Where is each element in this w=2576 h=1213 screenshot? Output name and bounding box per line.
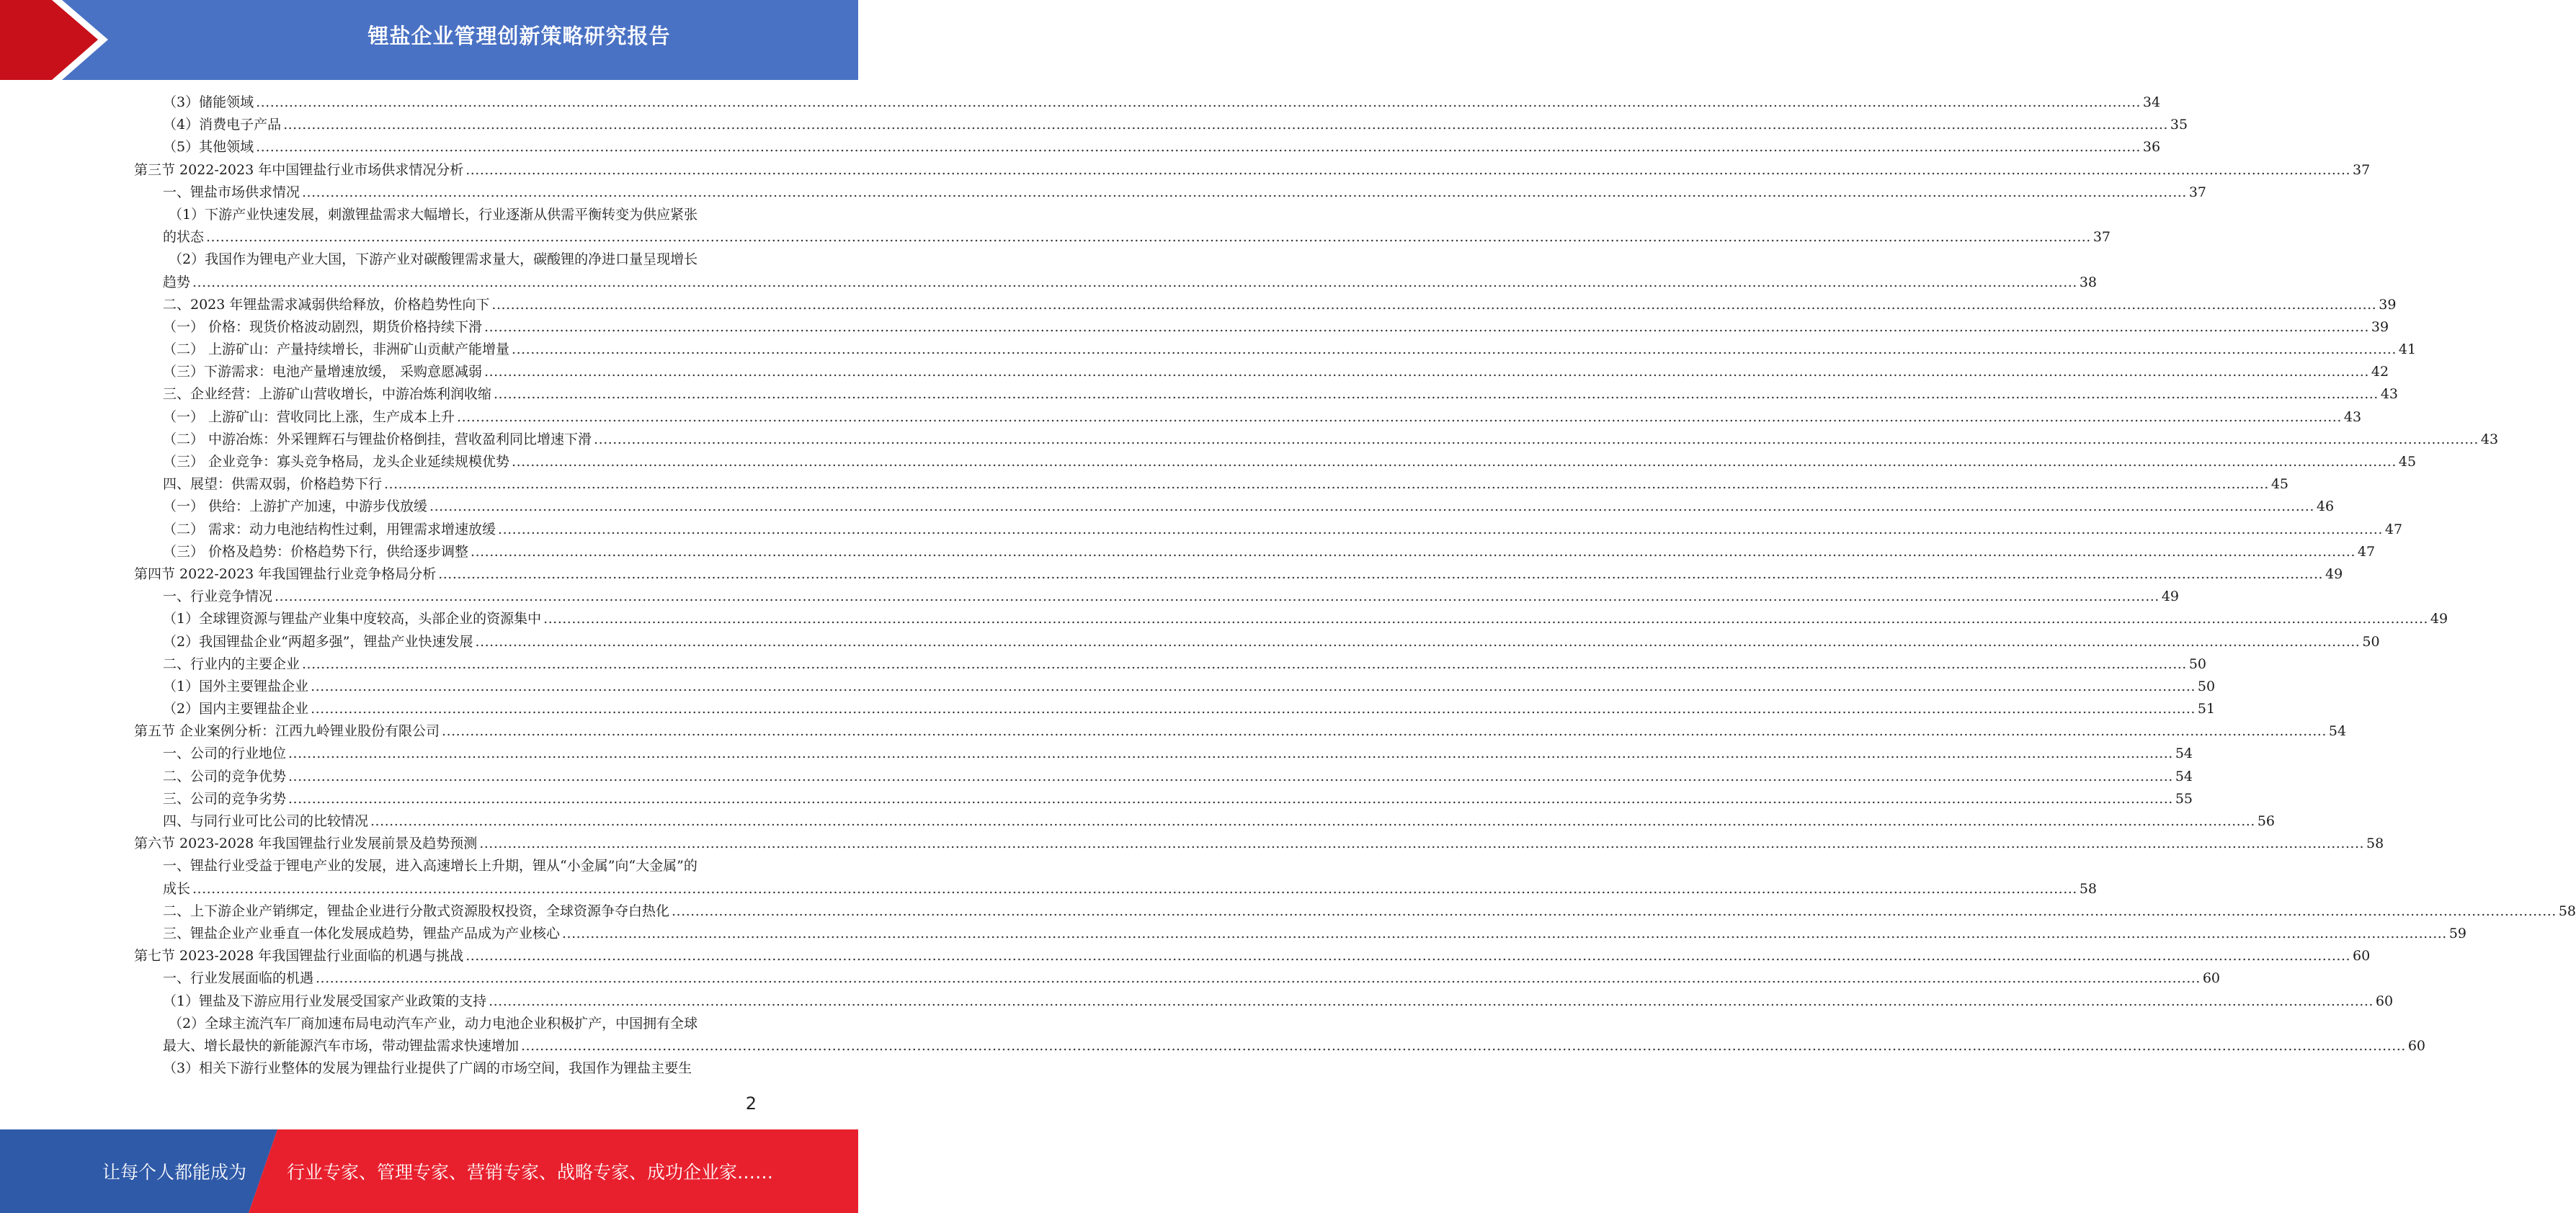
toc-entry[interactable] bbox=[134, 182, 2207, 204]
toc-page-number: 60 bbox=[2407, 1037, 2426, 1054]
toc-entry[interactable] bbox=[134, 766, 2193, 788]
toc-page-number: 47 bbox=[2357, 543, 2376, 560]
toc-entry[interactable] bbox=[134, 810, 2276, 833]
toc-entry-title: 一、锂盐行业受益于锂电产业的发展，进入高速增长上升期，锂从“小金属”向“大金属”的 bbox=[163, 858, 698, 874]
toc-leader-dots: ................................................................................................................................................................................................................................................................................................................................................................................................................ bbox=[192, 274, 2077, 290]
toc-page-number: 35 bbox=[2170, 117, 2188, 133]
toc-leader-dots: ................................................................................................................................................................................................................................................................................................................................................................................................................ bbox=[489, 993, 2374, 1009]
toc-entry-title: 二、行业内的主要企业 bbox=[163, 655, 300, 672]
toc-page-number: 39 bbox=[2371, 318, 2389, 335]
toc-entry-title: 四、与同行业可比公司的比较情况 bbox=[163, 813, 369, 830]
toc-page-number: 60 bbox=[2375, 993, 2394, 1009]
toc-entry[interactable] bbox=[134, 1013, 2426, 1057]
toc-page-number: 51 bbox=[2197, 701, 2216, 717]
toc-entry-title: （1）下游产业快速发展，刺激锂盐需求大幅增长，行业逐渐从供需平衡转变为供应紧张 bbox=[169, 206, 698, 223]
toc-entry-title: 一、行业竞争情况 bbox=[163, 588, 273, 605]
toc-entry[interactable] bbox=[134, 473, 2289, 496]
toc-leader-dots: ................................................................................................................................................................................................................................................................................................................................................................................................................ bbox=[316, 970, 2201, 987]
table-of-contents bbox=[134, 91, 2576, 1080]
toc-leader-dots: ................................................................................................................................................................................................................................................................................................................................................................................................................ bbox=[484, 318, 2369, 335]
toc-entry[interactable] bbox=[134, 923, 2467, 945]
toc-leader-dots: ................................................................................................................................................................................................................................................................................................................................................................................................................ bbox=[442, 723, 2327, 740]
toc-entry-title: 三、锂盐企业产业垂直一体化发展成趋势，锂盐产品成为产业核心 bbox=[163, 925, 561, 941]
toc-page-number: 37 bbox=[2353, 161, 2371, 178]
toc-entry-title-continued: 最大、增长最快的新能源汽车市场，带动锂盐需求快速增加 bbox=[163, 1037, 520, 1054]
toc-leader-dots: ................................................................................................................................................................................................................................................................................................................................................................................................................ bbox=[465, 948, 2351, 964]
toc-leader-dots: ................................................................................................................................................................................................................................................................................................................................................................................................................ bbox=[311, 701, 2196, 717]
toc-entry[interactable] bbox=[134, 136, 2161, 158]
page-number: 2 bbox=[745, 1093, 757, 1114]
toc-entry-title: 二、上下游企业产销绑定，锂盐企业进行分散式资源股权投资，全球资源争夺白热化 bbox=[163, 903, 670, 919]
toc-page-number: 55 bbox=[2175, 790, 2193, 807]
page-header bbox=[0, 0, 858, 80]
toc-entry[interactable] bbox=[134, 990, 2394, 1013]
toc-entry[interactable] bbox=[134, 361, 2389, 383]
page-footer bbox=[0, 1129, 858, 1213]
toc-entry-title: 二、2023 年锂盐需求减弱供给释放，价格趋势性向下 bbox=[163, 296, 490, 313]
toc-leader-dots: ................................................................................................................................................................................................................................................................................................................................................................................................................ bbox=[479, 836, 2365, 852]
toc-entry[interactable] bbox=[134, 339, 2417, 361]
toc-entry[interactable] bbox=[134, 608, 2448, 630]
toc-entry[interactable] bbox=[134, 833, 2384, 855]
toc-entry-title: （5）其他领域 bbox=[163, 139, 254, 156]
toc-page-number: 42 bbox=[2371, 364, 2389, 380]
toc-leader-dots: ................................................................................................................................................................................................................................................................................................................................................................................................................ bbox=[288, 746, 2173, 762]
toc-leader-dots: ................................................................................................................................................................................................................................................................................................................................................................................................................ bbox=[275, 588, 2160, 605]
toc-leader-dots: ................................................................................................................................................................................................................................................................................................................................................................................................................ bbox=[384, 476, 2269, 493]
toc-leader-dots: ................................................................................................................................................................................................................................................................................................................................................................................................................ bbox=[672, 903, 2557, 919]
toc-entry[interactable] bbox=[134, 676, 2216, 698]
toc-entry[interactable] bbox=[134, 496, 2335, 518]
toc-entry-title: （4）消费电子产品 bbox=[163, 117, 282, 133]
toc-entry-title: （1）锂盐及下游应用行业发展受国家产业政策的支持 bbox=[163, 993, 487, 1009]
toc-entry-title: （三） 价格及趋势：价格趋势下行，供给逐步调整 bbox=[163, 543, 469, 560]
toc-leader-dots: ................................................................................................................................................................................................................................................................................................................................................................................................................ bbox=[429, 498, 2314, 515]
toc-leader-dots: ................................................................................................................................................................................................................................................................................................................................................................................................................ bbox=[457, 408, 2342, 425]
toc-entry[interactable] bbox=[134, 1057, 755, 1080]
toc-entry[interactable] bbox=[134, 114, 2188, 136]
toc-leader-dots: ................................................................................................................................................................................................................................................................................................................................................................................................................ bbox=[491, 296, 2377, 313]
toc-entry-title: （二） 需求：动力电池结构性过剩，用锂需求增速放缓 bbox=[163, 521, 496, 537]
toc-entry-title: （二） 上游矿山：产量持续增长，非洲矿山贡献产能增量 bbox=[163, 341, 510, 358]
toc-entry-title: （一） 供给：上游扩产加速，中游步伐放缓 bbox=[163, 498, 428, 515]
toc-entry-title: （一） 价格：现货价格波动剧烈，期货价格持续下滑 bbox=[163, 318, 483, 335]
toc-leader-dots: ................................................................................................................................................................................................................................................................................................................................................................................................................ bbox=[594, 431, 2479, 447]
toc-entry[interactable] bbox=[134, 316, 2389, 339]
toc-entry-title: 一、锂盐市场供求情况 bbox=[163, 184, 300, 200]
toc-entry[interactable] bbox=[134, 653, 2207, 676]
toc-page-number: 36 bbox=[2142, 139, 2161, 156]
toc-entry[interactable] bbox=[134, 451, 2417, 473]
toc-leader-dots: ................................................................................................................................................................................................................................................................................................................................................................................................................ bbox=[311, 678, 2196, 694]
toc-leader-dots: ................................................................................................................................................................................................................................................................................................................................................................................................................ bbox=[288, 790, 2173, 807]
toc-entry[interactable] bbox=[134, 788, 2193, 810]
toc-entry[interactable] bbox=[134, 159, 2371, 182]
toc-page-number: 37 bbox=[2188, 184, 2207, 200]
toc-entry-title: （3）相关下游行业整体的发展为锂盐行业提供了广阔的市场空间，我国作为锂盐主要生 bbox=[163, 1060, 692, 1077]
toc-entry[interactable] bbox=[134, 406, 2362, 429]
toc-leader-dots: ................................................................................................................................................................................................................................................................................................................................................................................................................ bbox=[562, 925, 2447, 941]
toc-entry-title: 第四节 2022-2023 年我国锂盐行业竞争格局分析 bbox=[134, 565, 437, 582]
toc-leader-dots: ................................................................................................................................................................................................................................................................................................................................................................................................................ bbox=[512, 454, 2397, 470]
toc-entry-title: 第六节 2023-2028 年我国锂盐行业发展前景及趋势预测 bbox=[134, 836, 478, 852]
toc-entry-title: 二、公司的竞争优势 bbox=[163, 768, 287, 784]
toc-entry-title: 第三节 2022-2023 年中国锂盐行业市场供求情况分析 bbox=[134, 161, 464, 178]
toc-entry-title: 三、企业经营：上游矿山营收增长，中游冶炼利润收缩 bbox=[163, 386, 492, 403]
toc-leader-dots: ................................................................................................................................................................................................................................................................................................................................................................................................................ bbox=[302, 655, 2187, 672]
toc-page-number: 47 bbox=[2384, 521, 2403, 537]
toc-page-number: 54 bbox=[2175, 768, 2193, 784]
toc-entry-title: 第五节 企业案例分析：江西九岭锂业股份有限公司 bbox=[134, 723, 440, 740]
toc-entry-title: （三）下游需求：电池产量增速放缓， 采购意愿减弱 bbox=[163, 364, 483, 380]
toc-page-number: 38 bbox=[2079, 274, 2098, 290]
toc-entry[interactable] bbox=[134, 249, 2098, 293]
toc-entry-title: （2）我国作为锂电产业大国，下游产业对碳酸锂需求量大，碳酸锂的净进口量呈现增长 bbox=[169, 251, 698, 268]
toc-entry[interactable] bbox=[134, 519, 2403, 541]
toc-entry[interactable] bbox=[134, 204, 2111, 249]
toc-entry[interactable] bbox=[134, 743, 2193, 765]
toc-entry-title: （3）储能领域 bbox=[163, 94, 254, 110]
toc-leader-dots: ................................................................................................................................................................................................................................................................................................................................................................................................................ bbox=[498, 521, 2383, 537]
toc-page-number: 39 bbox=[2379, 296, 2397, 313]
toc-entry[interactable] bbox=[134, 541, 2376, 563]
toc-page-number: 49 bbox=[2430, 611, 2448, 627]
toc-page-number: 50 bbox=[2197, 678, 2216, 694]
toc-page-number: 58 bbox=[2366, 836, 2384, 852]
toc-entry-title-continued: 成长 bbox=[163, 880, 191, 897]
toc-entry[interactable] bbox=[134, 967, 2221, 990]
toc-entry-title: （一） 上游矿山：营收同比上涨，生产成本上升 bbox=[163, 408, 455, 425]
toc-page-number: 50 bbox=[2362, 633, 2380, 650]
toc-entry[interactable] bbox=[134, 383, 2399, 406]
toc-leader-dots: ................................................................................................................................................................................................................................................................................................................................................................................................................ bbox=[471, 543, 2356, 560]
footer-slogan-left: 让每个人都能成为 bbox=[102, 1162, 247, 1183]
toc-entry-title: （三） 企业竞争：寡头竞争格局，龙头企业延续规模优势 bbox=[163, 454, 510, 470]
toc-entry[interactable] bbox=[134, 563, 2343, 586]
toc-leader-dots: ................................................................................................................................................................................................................................................................................................................................................................................................................ bbox=[283, 117, 2168, 133]
toc-page-number: 49 bbox=[2161, 588, 2180, 605]
toc-page-number: 56 bbox=[2257, 813, 2276, 830]
toc-page-number: 45 bbox=[2398, 454, 2417, 470]
toc-entry-title: （1）全球锂资源与锂盐产业集中度较高，头部企业的资源集中 bbox=[163, 611, 542, 627]
toc-page-number: 58 bbox=[2079, 880, 2098, 897]
toc-leader-dots: ................................................................................................................................................................................................................................................................................................................................................................................................................ bbox=[302, 184, 2187, 200]
toc-page-number: 34 bbox=[2142, 94, 2161, 110]
toc-page-number: 37 bbox=[2093, 229, 2111, 246]
toc-leader-dots: ................................................................................................................................................................................................................................................................................................................................................................................................................ bbox=[465, 161, 2351, 178]
toc-entry[interactable] bbox=[134, 294, 2397, 316]
toc-entry[interactable] bbox=[134, 91, 2161, 114]
toc-leader-dots: ................................................................................................................................................................................................................................................................................................................................................................................................................ bbox=[256, 94, 2141, 110]
toc-leader-dots: ................................................................................................................................................................................................................................................................................................................................................................................................................ bbox=[484, 364, 2369, 380]
toc-page-number: 41 bbox=[2398, 341, 2417, 358]
toc-page-number: 59 bbox=[2448, 925, 2467, 941]
toc-leader-dots: ................................................................................................................................................................................................................................................................................................................................................................................................................ bbox=[494, 386, 2379, 403]
toc-entry-title: 第七节 2023-2028 年我国锂盐行业面临的机遇与挑战 bbox=[134, 948, 464, 964]
toc-page-number: 43 bbox=[2343, 408, 2362, 425]
toc-leader-dots: ................................................................................................................................................................................................................................................................................................................................................................................................................ bbox=[288, 768, 2173, 784]
toc-entry-title: 一、行业发展面临的机遇 bbox=[163, 970, 314, 987]
toc-entry-title: 一、公司的行业地位 bbox=[163, 746, 287, 762]
toc-page-number: 50 bbox=[2188, 655, 2207, 672]
toc-leader-dots: ................................................................................................................................................................................................................................................................................................................................................................................................................ bbox=[256, 139, 2141, 156]
toc-entry-title-continued: 的状态 bbox=[163, 229, 205, 246]
toc-entry-title: 四、展望：供需双弱，价格趋势下行 bbox=[163, 476, 383, 493]
toc-entry-title-continued: 趋势 bbox=[163, 274, 191, 290]
toc-page-number: 45 bbox=[2270, 476, 2289, 493]
toc-page-number: 43 bbox=[2380, 386, 2399, 403]
toc-entry[interactable] bbox=[134, 586, 2180, 608]
toc-page-number: 43 bbox=[2480, 431, 2499, 447]
toc-entry-title: （1）国外主要锂盐企业 bbox=[163, 678, 309, 694]
toc-entry[interactable] bbox=[134, 945, 2371, 967]
toc-page-number: 60 bbox=[2202, 970, 2221, 987]
toc-page-number: 60 bbox=[2353, 948, 2371, 964]
toc-page-number: 54 bbox=[2328, 723, 2347, 740]
toc-entry-title: （2）我国锂盐企业“两超多强”，锂盐产业快速发展 bbox=[163, 633, 473, 650]
toc-entry-title: 三、公司的竞争劣势 bbox=[163, 790, 287, 807]
toc-leader-dots: ................................................................................................................................................................................................................................................................................................................................................................................................................ bbox=[192, 880, 2077, 897]
toc-entry[interactable] bbox=[134, 720, 2347, 743]
toc-entry-title: （2）全球主流汽车厂商加速布局电动汽车产业，动力电池企业积极扩产，中国拥有全球 bbox=[169, 1015, 698, 1031]
toc-leader-dots: ................................................................................................................................................................................................................................................................................................................................................................................................................ bbox=[521, 1037, 2406, 1054]
report-title: 锂盐企业管理创新策略研究报告 bbox=[367, 24, 671, 48]
toc-entry[interactable] bbox=[134, 855, 2098, 900]
toc-leader-dots: ................................................................................................................................................................................................................................................................................................................................................................................................................ bbox=[543, 611, 2428, 627]
toc-entry-title: （二） 中游冶炼：外采锂辉石与锂盐价格倒挂，营收盈利同比增速下滑 bbox=[163, 431, 592, 447]
toc-entry[interactable] bbox=[134, 631, 2380, 653]
toc-entry[interactable] bbox=[134, 429, 2499, 451]
toc-entry[interactable] bbox=[134, 698, 2216, 720]
footer-slogan-right: 行业专家、管理专家、营销专家、战略专家、成功企业家…… bbox=[287, 1162, 774, 1183]
toc-page-number: 49 bbox=[2325, 565, 2343, 582]
toc-leader-dots: ................................................................................................................................................................................................................................................................................................................................................................................................................ bbox=[370, 813, 2255, 830]
toc-leader-dots: ................................................................................................................................................................................................................................................................................................................................................................................................................ bbox=[475, 633, 2361, 650]
toc-leader-dots: ................................................................................................................................................................................................................................................................................................................................................................................................................ bbox=[438, 565, 2324, 582]
toc-entry[interactable] bbox=[134, 900, 2576, 923]
toc-page-number: 54 bbox=[2175, 746, 2193, 762]
toc-leader-dots: ................................................................................................................................................................................................................................................................................................................................................................................................................ bbox=[512, 341, 2397, 358]
toc-page-number: 58 bbox=[2558, 903, 2576, 919]
toc-page-number: 46 bbox=[2316, 498, 2335, 515]
toc-entry-title: （2）国内主要锂盐企业 bbox=[163, 701, 309, 717]
toc-leader-dots: ................................................................................................................................................................................................................................................................................................................................................................................................................ bbox=[206, 229, 2091, 246]
